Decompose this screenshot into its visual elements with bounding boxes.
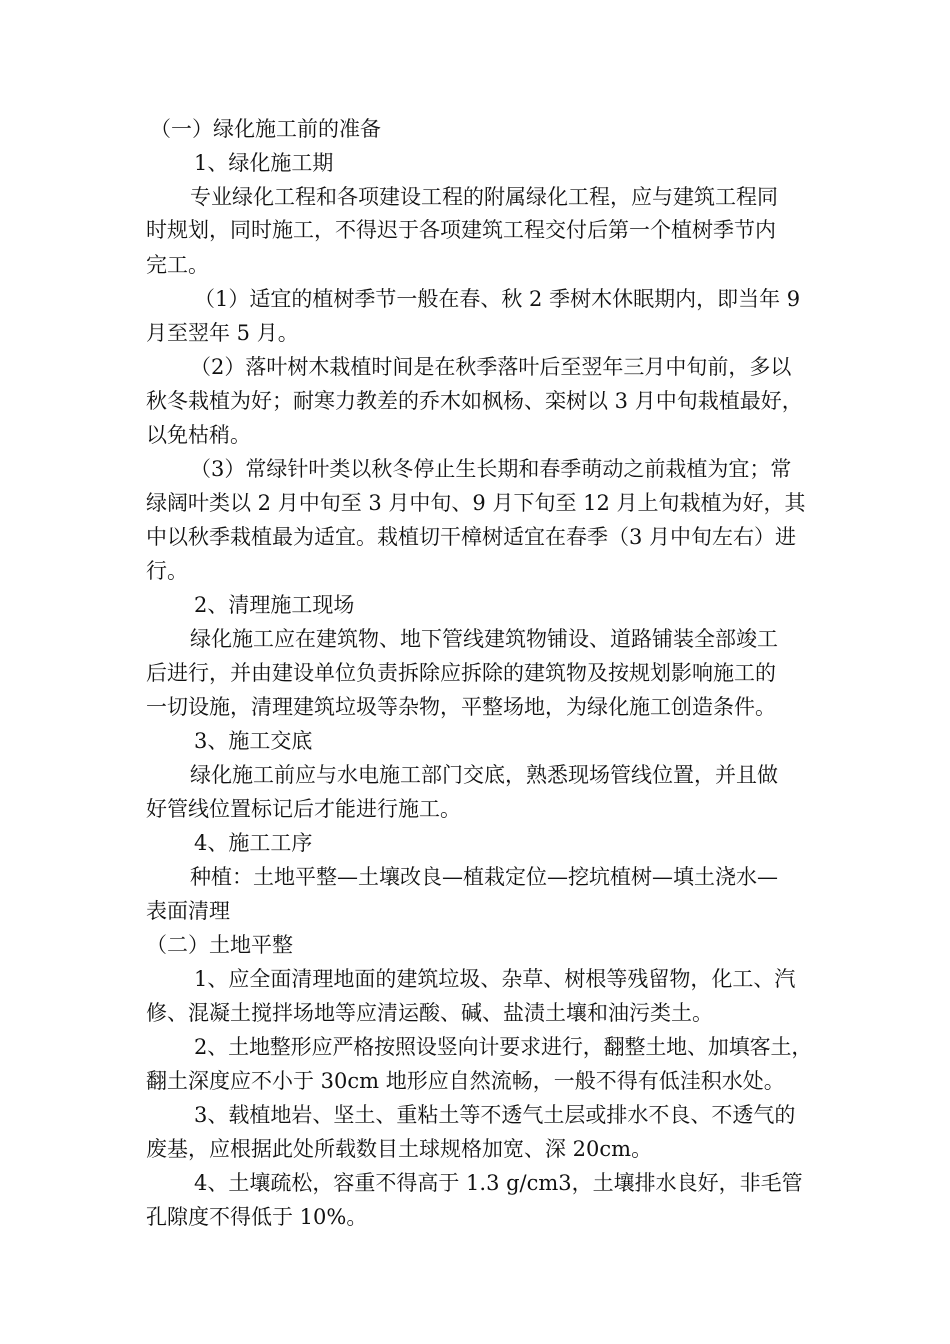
- paragraph-line: 绿化施工前应与水电施工部门交底，熟悉现场管线位置，并且做: [190, 763, 778, 787]
- paragraph-line: 种植：土地平整—土壤改良—植栽定位—挖坑植树—填土浇水—: [190, 865, 778, 889]
- paragraph-line: 时规划，同时施工，不得迟于各项建筑工程交付后第一个植树季节内: [146, 218, 776, 242]
- paragraph-line: 表面清理: [146, 899, 230, 923]
- paragraph-line: 行。: [146, 559, 188, 583]
- paragraph-line: 月至翌年 5 月。: [146, 321, 299, 345]
- paragraph-line: 绿化施工应在建筑物、地下管线建筑物铺设、道路铺装全部竣工: [190, 627, 778, 651]
- paragraph-line: 一切设施，清理建筑垃圾等杂物，平整场地，为绿化施工创造条件。: [146, 695, 776, 719]
- paragraph-line: 中以秋季栽植最为适宜。栽植切干樟树适宜在春季（3 月中旬左右）进: [146, 525, 797, 549]
- paragraph-line: 孔隙度不得低于 10%。: [146, 1205, 368, 1229]
- paragraph-line: 以免枯稍。: [146, 423, 251, 447]
- paragraph-line: 修、混凝土搅拌场地等应清运酸、碱、盐渍土壤和油污类土。: [146, 1001, 713, 1025]
- paragraph-line: （1）适宜的植树季节一般在春、秋 2 季树木休眠期内，即当年 9: [194, 287, 801, 311]
- paragraph-line: 秋冬栽植为好；耐寒力教差的乔木如枫杨、栾树以 3 月中旬栽植最好，: [146, 389, 803, 413]
- section-heading: （一）绿化施工前的准备: [150, 117, 381, 141]
- subsection-heading: 4、施工工序: [194, 831, 313, 855]
- paragraph-line: 好管线位置标记后才能进行施工。: [146, 797, 461, 821]
- paragraph-line: （3）常绿针叶类以秋冬停止生长期和春季萌动之前栽植为宜；常: [190, 457, 792, 481]
- paragraph-line: （2）落叶树木栽植时间是在秋季落叶后至翌年三月中旬前，多以: [190, 355, 792, 379]
- paragraph-line: 后进行，并由建设单位负责拆除应拆除的建筑物及按规划影响施工的: [146, 661, 776, 685]
- paragraph-line: 完工。: [146, 253, 209, 277]
- subsection-heading: 1、绿化施工期: [194, 151, 334, 175]
- paragraph-line: 翻土深度应不小于 30cm 地形应自然流畅，一般不得有低洼积水处。: [146, 1069, 785, 1093]
- paragraph-line: 废基，应根据此处所载数目土球规格加宽、深 20cm。: [146, 1137, 653, 1161]
- paragraph-line: 3、载植地岩、坚土、重粘土等不透气土层或排水不良、不透气的: [194, 1103, 796, 1127]
- paragraph-line: 2、土地整形应严格按照设竖向计要求进行，翻整土地、加填客土，: [194, 1035, 813, 1059]
- paragraph-line: 专业绿化工程和各项建设工程的附属绿化工程，应与建筑工程同: [190, 185, 778, 209]
- section-heading: （二）土地平整: [146, 933, 293, 957]
- paragraph-line: 绿阔叶类以 2 月中旬至 3 月中旬、9 月下旬至 12 月上旬栽植为好，其: [146, 491, 806, 515]
- subsection-heading: 2、清理施工现场: [194, 593, 355, 617]
- paragraph-line: 4、土壤疏松，容重不得高于 1.3 g/cm3，土壤排水良好，非毛管: [194, 1171, 803, 1195]
- subsection-heading: 3、施工交底: [194, 729, 313, 753]
- paragraph-line: 1、应全面清理地面的建筑垃圾、杂草、树根等残留物，化工、汽: [194, 967, 796, 991]
